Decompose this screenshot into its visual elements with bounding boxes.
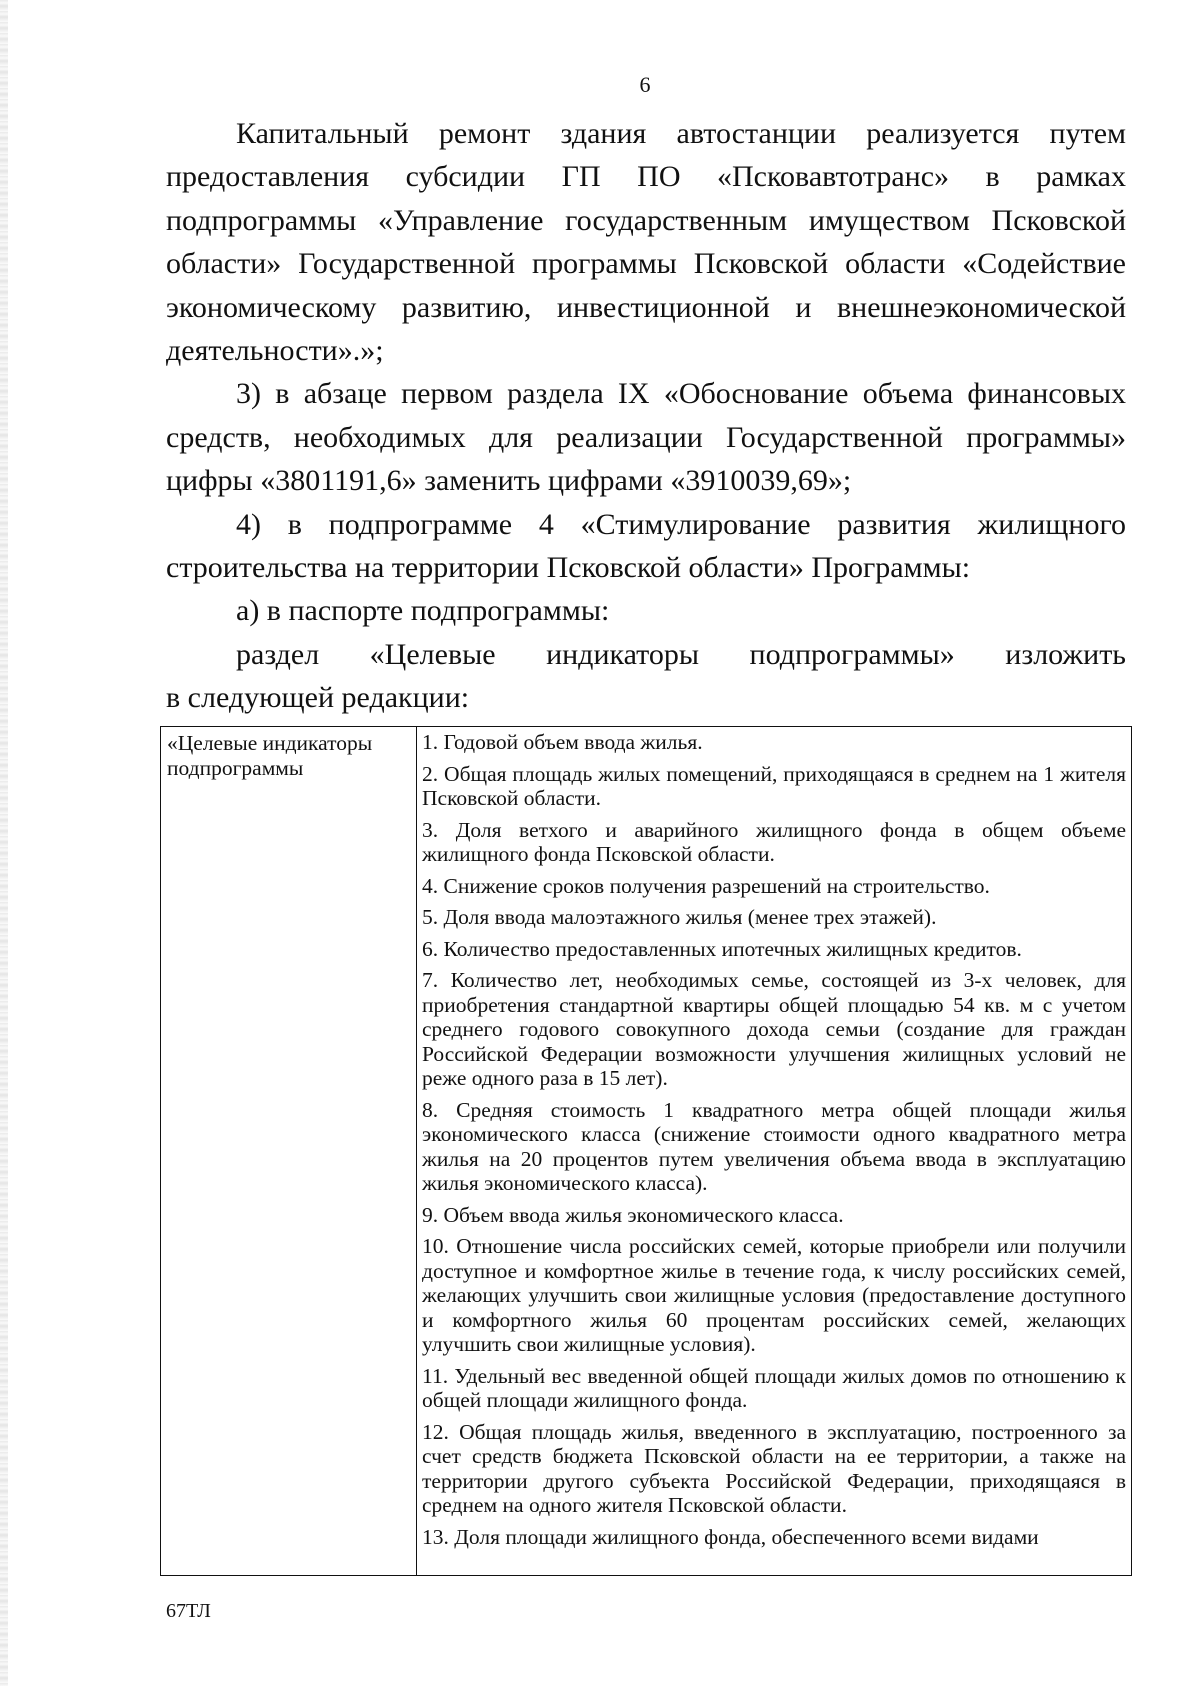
paragraph-item-4: 4) в подпрограмме 4 «Стимулирование развития жилищного строительства на территории Псковской области» Программы: <box>166 507 1126 585</box>
indicator-item: 4. Снижение сроков получения разрешений на строительство. <box>422 873 990 898</box>
indicators-table <box>160 726 1132 1576</box>
indicator-item: 12. Общая площадь жилья, введенного в эксплуатацию, построенного за счет средств бюджета Псковской области на ее территории, а также на территории другого субъекта Российской Федерации, приходящаяся в среднем на одного жителя Псковской области. <box>422 1419 1126 1517</box>
paragraph-bus-station: Капитальный ремонт здания автостанции реализуется путем предоставления субсидии ГП ПО «Псковавтотранс» в рамках подпрограммы «Управление государственным имуществом Псковской области» Государственной программы Псковской области «Содействие экономическому развитию, инвестиционной и внешнеэкономической деятельности».»; <box>166 117 1126 368</box>
table-left-cell: «Целевые индикаторы подпрограммы <box>161 727 417 1575</box>
indicator-item: 2. Общая площадь жилых помещений, приходящаяся в среднем на 1 жителя Псковской области. <box>422 761 1126 810</box>
indicator-item: 6. Количество предоставленных ипотечных жилищных кредитов. <box>422 936 1022 961</box>
indicator-item: 3. Доля ветхого и аварийного жилищного фонда в общем объеме жилищного фонда Псковской области. <box>422 817 1126 866</box>
paragraph-section-title: раздел «Целевые индикаторы подпрограммы» изложить <box>236 637 1126 671</box>
paragraph-item-3: 3) в абзаце первом раздела IX «Обоснование объема финансовых средств, необходимых для реализации Государственной программы» цифры «3801191,6» заменить цифрами «3910039,69»; <box>166 377 1126 498</box>
document-code: 67ТЛ <box>166 1600 211 1622</box>
indicator-item: 7. Количество лет, необходимых семье, состоящей из 3-х человек, для приобретения стандартной квартиры общей площадью 54 кв. м с учетом среднего годового совокупного дохода семьи (создание для граждан Российской Федерации возможности улучшения жилищных условий не реже одного раза в 15 лет). <box>422 968 1126 1090</box>
scan-edge <box>0 0 8 1686</box>
paragraph-item-a: а) в паспорте подпрограммы: <box>236 594 610 628</box>
indicator-item: 9. Объем ввода жилья экономического класса. <box>422 1202 844 1227</box>
page-number: 6 <box>639 72 651 97</box>
document-body <box>166 112 1126 720</box>
indicator-item: 11. Удельный вес введенной общей площади жилых домов по отношению к общей площади жилищного фонда. <box>422 1363 1126 1412</box>
indicator-item: 1. Годовой объем ввода жилья. <box>422 730 703 754</box>
indicator-item: 10. Отношение числа российских семей, которые приобрели или получили доступное и комфортное жилье в течение года, к числу российских семей, желающих улучшить свои жилищные условия (предоставление доступного и комфортного жилья 60 процентам российских семей, желающих улучшить свои жилищные условия). <box>422 1234 1126 1356</box>
indicator-item: 5. Доля ввода малоэтажного жилья (менее трех этажей). <box>422 905 937 929</box>
paragraph-new-edition: в следующей редакции: <box>166 681 470 715</box>
table-indicator-list <box>417 727 1131 1575</box>
indicator-item: 8. Средняя стоимость 1 квадратного метра общей площади жилья экономического класса (снижение стоимости одного квадратного метра жилья на 20 процентов путем увеличения объема ввода в эксплуатацию жилья экономического класса). <box>422 1097 1126 1195</box>
indicator-item: 13. Доля площади жилищного фонда, обеспеченного всеми видами <box>422 1524 1039 1549</box>
